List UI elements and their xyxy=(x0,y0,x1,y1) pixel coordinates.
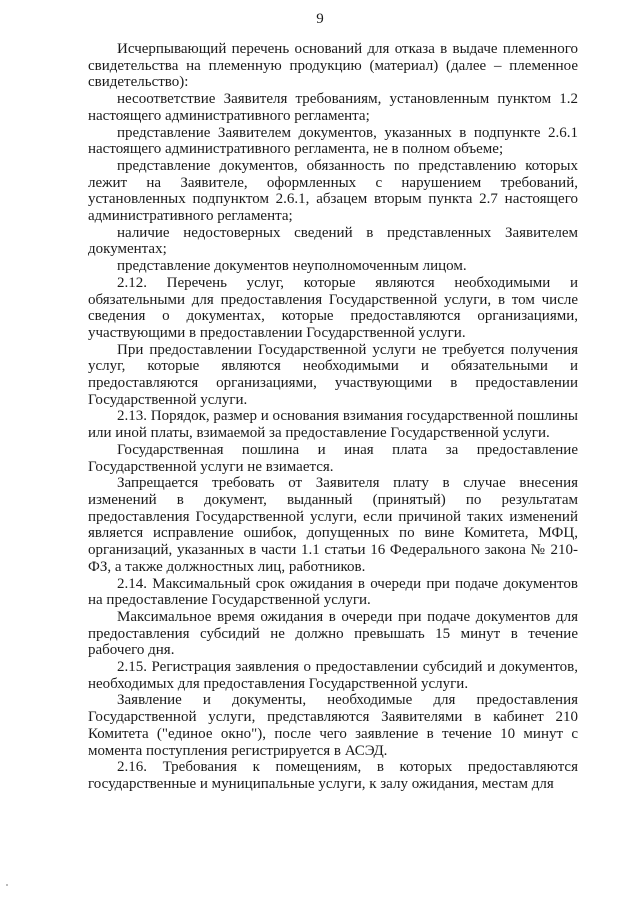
paragraph-section-2-15-registration: Заявление и документы, необходимые для предоставления Государственной услуги, представляются Заявителями в кабинет 210 Комитета ("единое окно"), после чего заявление в течение 10 минут с момента поступления регистрируется в АСЭД. xyxy=(88,692,578,759)
paragraph-section-2-12-text: При предоставлении Государственной услуги не требуется получения услуг, которые являются необходимыми и обязательными и предоставляются организациями, участвующими в предоставлении Государственной услуги. xyxy=(88,341,578,408)
paragraph-section-2-13: 2.13. Порядок, размер и основания взимания государственной пошлины или иной платы, взимаемой за предоставление Государственной услуги. xyxy=(88,408,578,442)
paragraph-section-2-12: 2.12. Перечень услуг, которые являются необходимыми и обязательными для предоставления Государственной услуги, в том числе сведения о документах, которые предоставляются организациями, участвующими в предоставлении Государственной услуги. xyxy=(88,274,578,341)
paragraph-section-2-14-wait-time: Максимальное время ожидания в очереди при подаче документов для предоставления субсидий не должно превышать 15 минут в течение рабочего дня. xyxy=(88,608,578,659)
paragraph-refusal-ground-documents-violations: представление документов, обязанность по представлению которых лежит на Заявителе, оформленных с нарушением требований, установленных подпунктом 2.6.1, абзацем вторым пункта 2.7 настоящего административного регламента; xyxy=(88,157,578,225)
paragraph-section-2-15: 2.15. Регистрация заявления о предоставлении субсидий и документов, необходимых для предоставления Государственной услуги. xyxy=(88,659,578,692)
paragraph-refusal-ground-noncompliance: несоответствие Заявителя требованиям, установленным пунктом 1.2 настоящего административного регламента; xyxy=(88,91,578,124)
paragraph-section-2-13-prohibition: Запрещается требовать от Заявителя плату в случае внесения изменений в документ, выданный (принятый) по результатам предоставления Государственной услуги, если причиной таких изменений является исправление ошибок, допущенных по вине Комитета, МФЦ, организаций, указанных в части 1.1 статьи 16 Федерального закона № 210-ФЗ, а также должностных лиц, работников. xyxy=(88,475,578,575)
paragraph-refusal-grounds-intro: Исчерпывающий перечень оснований для отказа в выдаче племенного свидетельства на племенную продукцию (материал) (далее – племенное свидетельство): xyxy=(88,41,578,91)
paragraph-refusal-ground-unauthorized-person: представление документов неуполномоченным лицом. xyxy=(117,258,467,275)
scan-dot-mark xyxy=(6,884,8,886)
paragraph-section-2-13-fee: Государственная пошлина и иная плата за предоставление Государственной услуги не взимается. xyxy=(88,441,578,475)
paragraph-refusal-ground-incomplete-documents: представление Заявителем документов, указанных в подпункте 2.6.1 настоящего административного регламента, не в полном объеме; xyxy=(88,124,578,158)
paragraph-refusal-ground-unreliable-info: наличие недостоверных сведений в представленных Заявителем документах; xyxy=(88,224,578,258)
paragraph-section-2-16: 2.16. Требования к помещениям, в которых предоставляются государственные и муниципальные услуги, к залу ожидания, местам для xyxy=(88,759,578,792)
page-number: 9 xyxy=(316,11,324,27)
paragraph-section-2-14: 2.14. Максимальный срок ожидания в очереди при подаче документов на предоставление Государственной услуги. xyxy=(88,575,578,609)
document-body xyxy=(88,41,578,793)
